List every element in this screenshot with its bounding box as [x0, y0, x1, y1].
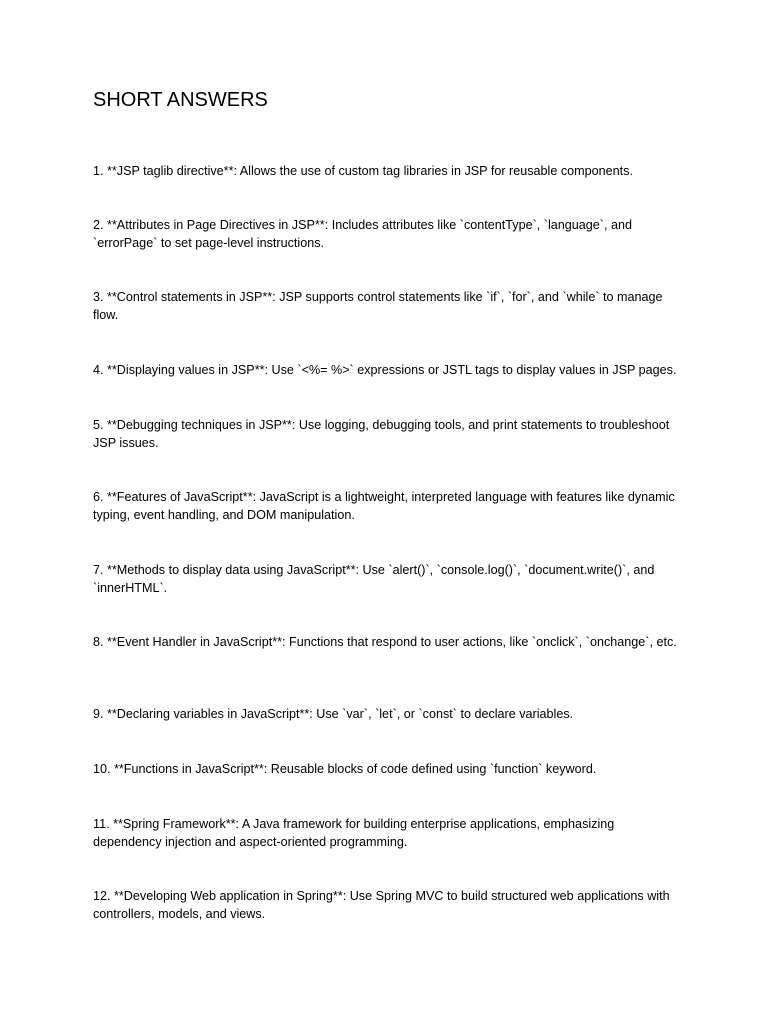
answer-item-3: 3. **Control statements in JSP**: JSP supports control statements like `if`, `for`, and `while` to manage flow.	[93, 290, 663, 322]
answer-item-4: 4. **Displaying values in JSP**: Use `<%= %>` expressions or JSTL tags to display values in JSP pages.	[93, 363, 677, 377]
answer-item-12: 12. **Developing Web application in Spring**: Use Spring MVC to build structured web applications with controllers, models, and views.	[93, 889, 670, 921]
answer-item-9: 9. **Declaring variables in JavaScript**: Use `var`, `let`, or `const` to declare variables.	[93, 707, 574, 721]
answer-item-10: 10. **Functions in JavaScript**: Reusable blocks of code defined using `function` keyword.	[93, 762, 597, 776]
answer-item-7: 7. **Methods to display data using JavaScript**: Use `alert()`, `console.log()`, `document.write()`, and `innerHTML`.	[93, 563, 655, 595]
page-title: SHORT ANSWERS	[93, 89, 268, 111]
answer-item-6: 6. **Features of JavaScript**: JavaScript is a lightweight, interpreted language with features like dynamic typing, event handling, and DOM manipulation.	[93, 490, 675, 522]
answer-item-5: 5. **Debugging techniques in JSP**: Use logging, debugging tools, and print statements to troubleshoot JSP issues.	[93, 418, 670, 450]
answer-item-2: 2. **Attributes in Page Directives in JSP**: Includes attributes like `contentType`, `language`, and `errorPage` to set page-level instructions.	[93, 218, 633, 250]
answer-item-8: 8. **Event Handler in JavaScript**: Functions that respond to user actions, like `onclick`, `onchange`, etc.	[93, 635, 677, 649]
answer-item-1: 1. **JSP taglib directive**: Allows the use of custom tag libraries in JSP for reusable components.	[93, 164, 633, 178]
answer-item-11: 11. **Spring Framework**: A Java framework for building enterprise applications, emphasizing dependency injection and aspect-oriented programming.	[93, 817, 615, 849]
